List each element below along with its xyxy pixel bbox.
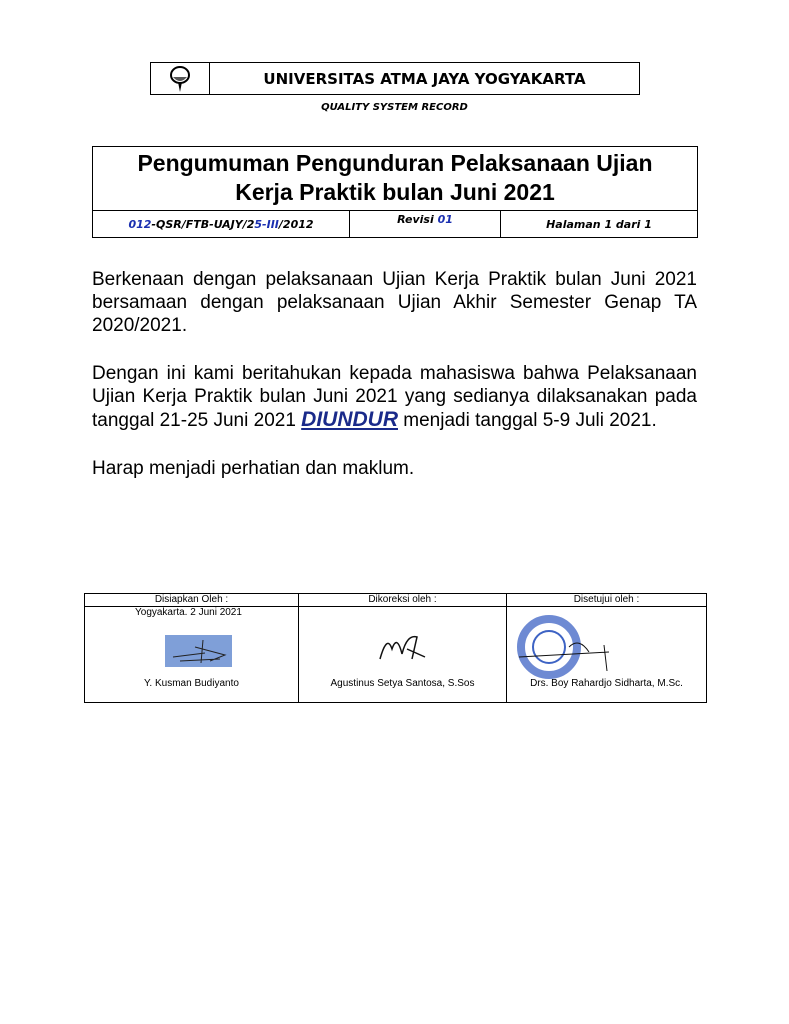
signature-image <box>165 635 232 667</box>
signature-table <box>84 593 707 703</box>
signer-name: Drs. Boy Rahardjo Sidharta, M.Sc. <box>530 678 683 689</box>
document-title <box>93 147 697 211</box>
column-header: Dikoreksi oleh : <box>299 594 506 607</box>
postponed-emphasis: DIUNDUR <box>301 408 398 431</box>
column-header: Disetujui oleh : <box>507 594 706 607</box>
paragraph-2-text-end: menjadi tanggal 5-9 Juli 2021. <box>398 410 657 431</box>
signature-image <box>377 629 429 665</box>
code-part: 5-III <box>254 217 279 231</box>
signature-approved <box>507 594 706 702</box>
signature-prepared <box>85 594 299 702</box>
paragraph-2 <box>92 362 697 432</box>
signature-corrected <box>299 594 507 702</box>
revision <box>350 211 501 237</box>
university-name: UNIVERSITAS ATMA JAYA YOGYAKARTA <box>263 69 586 88</box>
paragraph-2-text: Dengan ini kami beritahukan kepada mahasiswa bahwa Pelaksanaan Ujian Kerja Praktik bulan Juni 2021 yang sedianya dilaksanakan pada tanggal 21-25 Juni 2021 <box>92 363 697 431</box>
document-code <box>93 211 350 237</box>
quality-system-record: QUALITY SYSTEM RECORD <box>321 102 468 113</box>
code-part: /2012 <box>278 217 314 231</box>
university-stamp <box>509 609 619 679</box>
university-header <box>150 62 640 95</box>
revision-label: Revisi <box>397 213 438 226</box>
revision-number: 01 <box>437 213 453 226</box>
page-count: Halaman 1 dari 1 <box>546 217 652 231</box>
signer-name: Y. Kusman Budiyanto <box>144 678 239 689</box>
signer-name: Agustinus Setya Santosa, S.Sos <box>330 678 475 689</box>
column-header: Disiapkan Oleh : <box>85 594 298 607</box>
title-line-2: Kerja Praktik bulan Juni 2021 <box>235 179 555 205</box>
title-line-1: Pengumuman Pengunduran Pelaksanaan Ujian <box>137 150 653 176</box>
paragraph-1: Berkenaan dengan pelaksanaan Ujian Kerja Praktik bulan Juni 2021 bersamaan dengan pelaksanaan Ujian Akhir Semester Genap TA 2020/2021. <box>92 269 697 336</box>
university-logo <box>151 63 210 94</box>
announcement-body <box>92 268 697 505</box>
paragraph-3: Harap menjadi perhatian dan maklum. <box>92 458 415 479</box>
code-part: 012 <box>128 217 152 231</box>
signature-date: Yogyakarta. 2 Juni 2021 <box>135 607 242 618</box>
code-part: -QSR/FTB-UAJY/2 <box>151 217 255 231</box>
document-meta <box>93 211 697 237</box>
title-box <box>92 146 698 238</box>
